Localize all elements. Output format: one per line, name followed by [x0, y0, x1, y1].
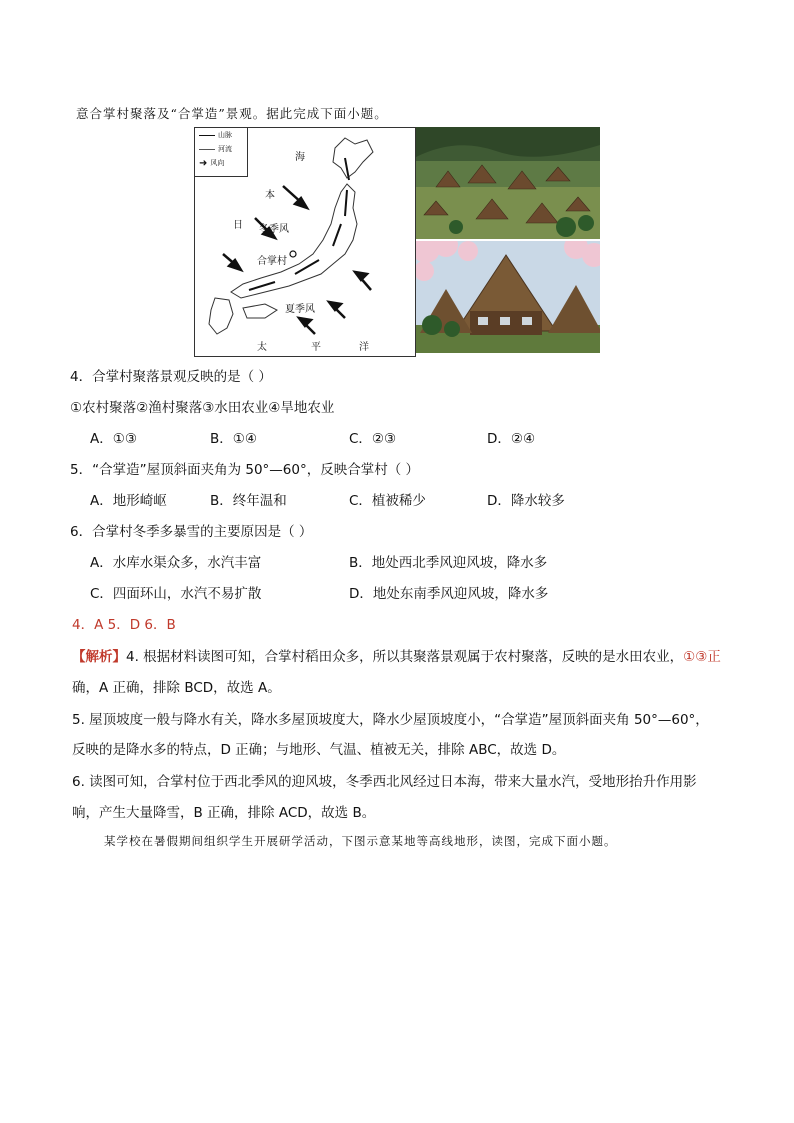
- hokkaido-shape: [333, 138, 373, 178]
- q4-option-a: A．①③: [90, 431, 137, 447]
- q5-option-d: D．降水较多: [487, 493, 565, 509]
- label-sea-1: 海: [295, 152, 305, 163]
- answer-key: 4．A 5．D 6．B: [72, 617, 176, 633]
- question-6-stem: 6．合掌村冬季多暴雪的主要原因是（ ）: [70, 524, 313, 540]
- intro-text: 意合掌村聚落及“合掌造”景观。据此完成下面小题。: [76, 106, 388, 121]
- question-5-stem: 5．“合掌造”屋顶斜面夹角为 50°—60°，反映合掌村（ ）: [70, 462, 420, 478]
- q6-option-a: A．水库水渠众多，水汽丰富: [90, 555, 262, 571]
- gassho-house-photo: [416, 241, 600, 353]
- q4-option-b: B．①④: [210, 431, 257, 447]
- explanation-tag: 【解析】: [72, 649, 126, 665]
- explanation-line-6: 响，产生大量降雪，B 正确，排除 ACD，故选 B。: [72, 805, 376, 821]
- label-sea-3: 日: [233, 220, 243, 231]
- explanation-text-1-red: ①③正: [683, 649, 721, 665]
- q5-option-a: A．地形崎岖: [90, 493, 167, 509]
- explanation-line-1: [72, 645, 721, 665]
- label-ocean-3: 洋: [359, 342, 369, 353]
- q6-option-b: B．地处西北季风迎风坡，降水多: [349, 555, 548, 571]
- q6-option-c: C．四面环山，水汽不易扩散: [90, 586, 262, 602]
- shikoku-shape: [243, 304, 277, 318]
- label-winter-wind: 冬季风: [259, 224, 289, 235]
- explanation-line-2: 确，A 正确，排除 BCD，故选 A。: [72, 680, 281, 696]
- kyushu-shape: [209, 298, 233, 334]
- q4-option-d: D．②④: [487, 431, 536, 447]
- question-4-stem: 4．合掌村聚落景观反映的是（ ）: [70, 369, 272, 385]
- label-village: 合掌村: [257, 256, 287, 267]
- q5-option-b: B．终年温和: [210, 493, 287, 509]
- explanation-line-5: 6. 读图可知，合掌村位于西北季风的迎风坡，冬季西北风经过日本海，带来大量水汽，受地形抬升作用影: [72, 774, 697, 790]
- village-photo: [416, 127, 600, 239]
- label-ocean-1: 太: [257, 342, 267, 353]
- q6-option-d: D．地处东南季风迎风坡，降水多: [349, 586, 549, 602]
- village-marker: [290, 251, 296, 257]
- honshu-shape: [231, 184, 357, 298]
- map-legend: 山脉 河流 ➜ 风向: [195, 128, 248, 177]
- legend-river: 河流: [218, 145, 232, 153]
- japan-outline: [195, 128, 415, 356]
- legend-mountain: 山脉: [218, 131, 232, 139]
- label-ocean-2: 平: [311, 342, 321, 353]
- explanation-text-1a: 4. 根据材料读图可知，合掌村稻田众多，所以其聚落景观属于农村聚落，反映的是水田农业，: [126, 649, 684, 665]
- explanation-line-3: 5. 屋顶坡度一般与降水有关，降水多屋顶坡度大，降水少屋顶坡度小，“合掌造”屋顶斜面夹角 50°—60°，: [72, 712, 709, 728]
- next-section-intro: 某学校在暑假期间组织学生开展研学活动，下图示意某地等高线地形，读图，完成下面小题。: [104, 834, 617, 848]
- japan-map: [194, 127, 416, 357]
- legend-wind: 风向: [210, 159, 225, 167]
- label-summer-wind: 夏季风: [285, 304, 315, 315]
- label-sea-2: 本: [265, 190, 275, 201]
- question-4-extra: ①农村聚落②渔村聚落③水田农业④旱地农业: [70, 400, 335, 416]
- explanation-line-4: 反映的是降水多的特点，D 正确；与地形、气温、植被无关，排除 ABC，故选 D。: [72, 742, 566, 758]
- q4-option-c: C．②③: [349, 431, 397, 447]
- q5-option-c: C．植被稀少: [349, 493, 426, 509]
